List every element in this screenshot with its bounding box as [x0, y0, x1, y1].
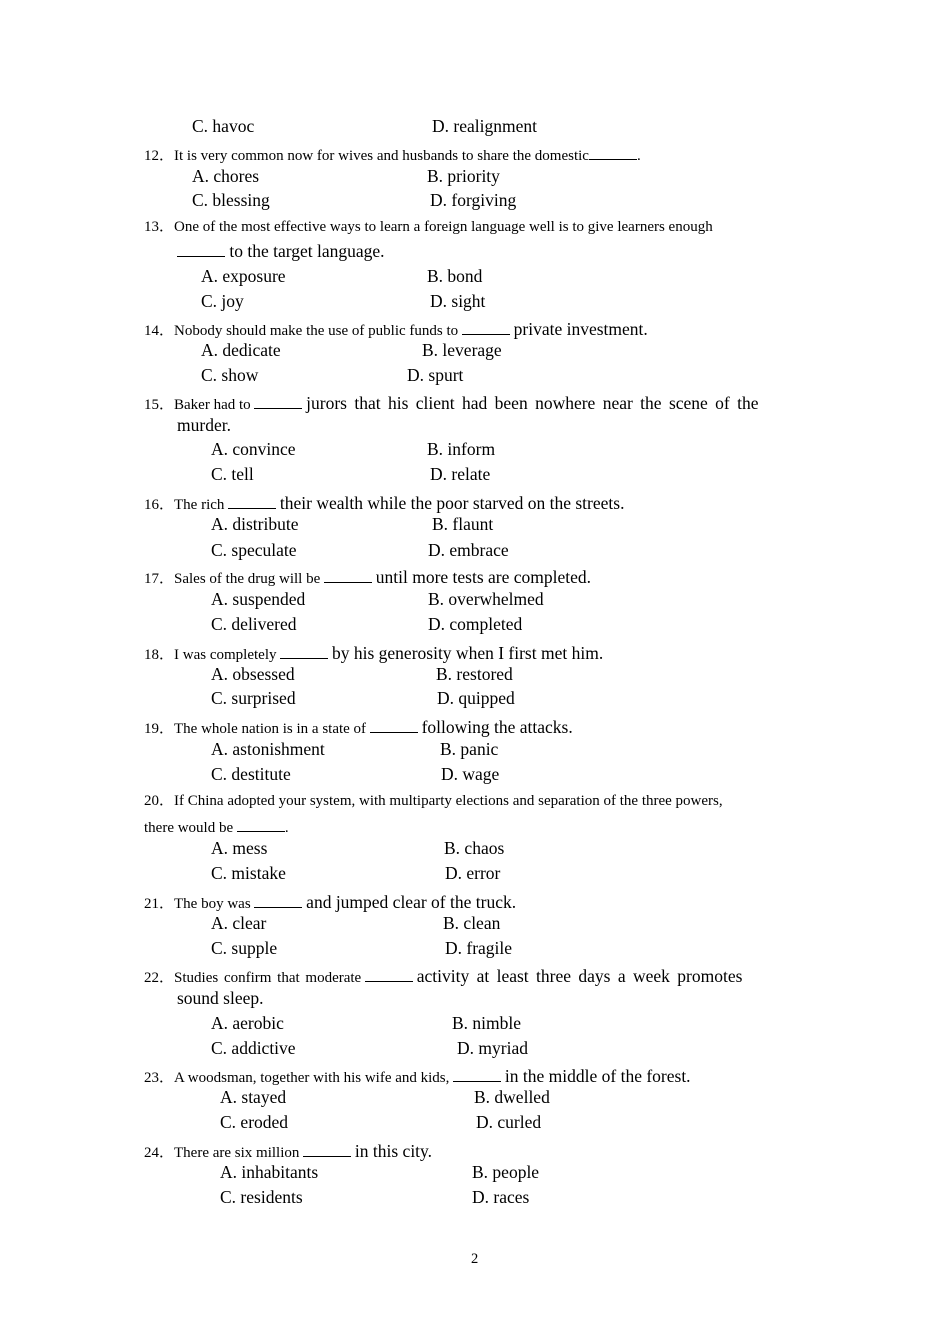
question-21: 21．The boy was and jumped clear of the truck.	[144, 892, 517, 912]
option-c: C. residents	[220, 1187, 303, 1207]
option-d: D. forgiving	[430, 190, 517, 210]
option-a: A. chores	[192, 166, 260, 186]
option-c: C. addictive	[211, 1038, 296, 1058]
option-b: B. nimble	[452, 1013, 522, 1033]
option-b: B. dwelled	[474, 1087, 550, 1107]
question-17: 17．Sales of the drug will be until more tests are completed.	[144, 567, 592, 587]
option-a: A. convince	[211, 439, 296, 459]
question-15: 15．Baker had to jurors that his client had been nowhere near the scene of the	[144, 393, 759, 413]
option-b: B. priority	[427, 166, 500, 186]
option-c: C. show	[201, 365, 259, 385]
option-d: D. error	[445, 863, 501, 883]
option-c: C. surprised	[211, 688, 296, 708]
option-c: C. tell	[211, 464, 254, 484]
option-c: C. supple	[211, 938, 278, 958]
option-b: B. bond	[427, 266, 483, 286]
option-d: D. relate	[430, 464, 491, 484]
question-13: 13．One of the most effective ways to learn a foreign language well is to give learners enough	[144, 219, 713, 235]
option-b: B. inform	[427, 439, 496, 459]
option-a: A. astonishment	[211, 739, 325, 759]
question-20-line2: there would be .	[144, 820, 289, 836]
option-a: A. exposure	[201, 266, 286, 286]
option-b: B. flaunt	[432, 514, 494, 534]
option-b: B. panic	[440, 739, 499, 759]
option-a: A. mess	[211, 838, 268, 858]
option-b: B. restored	[436, 664, 513, 684]
question-13-line2: to the target language.	[177, 243, 385, 261]
question-22-line2: sound sleep.	[177, 988, 264, 1008]
option-a: A. distribute	[211, 514, 299, 534]
option-b: B. chaos	[444, 838, 505, 858]
question-15-line2: murder.	[177, 415, 231, 435]
option-d: D. sight	[430, 291, 486, 311]
question-16: 16．The rich their wealth while the poor starved on the streets.	[144, 493, 625, 513]
option-a: A. clear	[211, 913, 267, 933]
option-a: A. inhabitants	[220, 1162, 319, 1182]
option-b: B. overwhelmed	[428, 589, 544, 609]
option-a: A. suspended	[211, 589, 306, 609]
option-c: C. eroded	[220, 1112, 289, 1132]
option-c: C. blessing	[192, 190, 270, 210]
question-20: 20．If China adopted your system, with multiparty elections and separation of the three powers,	[144, 793, 723, 809]
option-d: D. wage	[441, 764, 500, 784]
option-b: B. leverage	[422, 340, 502, 360]
page-number: 2	[471, 1251, 479, 1267]
option-a: A. aerobic	[211, 1013, 284, 1033]
question-18: 18．I was completely by his generosity when I first met him.	[144, 643, 604, 663]
option-d: D. realignment	[432, 116, 537, 136]
option-d: D. spurt	[407, 365, 464, 385]
question-14: 14．Nobody should make the use of public funds to private investment.	[144, 319, 648, 339]
option-d: D. quipped	[437, 688, 515, 708]
question-24: 24．There are six million in this city.	[144, 1141, 433, 1161]
option-a: A. dedicate	[201, 340, 281, 360]
option-c: C. destitute	[211, 764, 291, 784]
option-d: D. myriad	[457, 1038, 528, 1058]
option-c: C. speculate	[211, 540, 297, 560]
option-d: D. races	[472, 1187, 530, 1207]
question-23: 23．A woodsman, together with his wife and kids, in the middle of the forest.	[144, 1066, 691, 1086]
option-c: C. joy	[201, 291, 244, 311]
option-a: A. stayed	[220, 1087, 287, 1107]
option-c: C. delivered	[211, 614, 297, 634]
option-b: B. people	[472, 1162, 540, 1182]
option-b: B. clean	[443, 913, 501, 933]
option-d: D. completed	[428, 614, 523, 634]
question-22: 22．Studies confirm that moderate activity at least three days a week promotes	[144, 966, 743, 986]
option-d: D. embrace	[428, 540, 509, 560]
question-12: 12．It is very common now for wives and husbands to share the domestic .	[144, 148, 641, 164]
option-d: D. curled	[476, 1112, 542, 1132]
option-d: D. fragile	[445, 938, 513, 958]
question-19: 19．The whole nation is in a state of following the attacks.	[144, 717, 573, 737]
option-a: A. obsessed	[211, 664, 295, 684]
option-c: C. havoc	[192, 116, 255, 136]
option-c: C. mistake	[211, 863, 286, 883]
